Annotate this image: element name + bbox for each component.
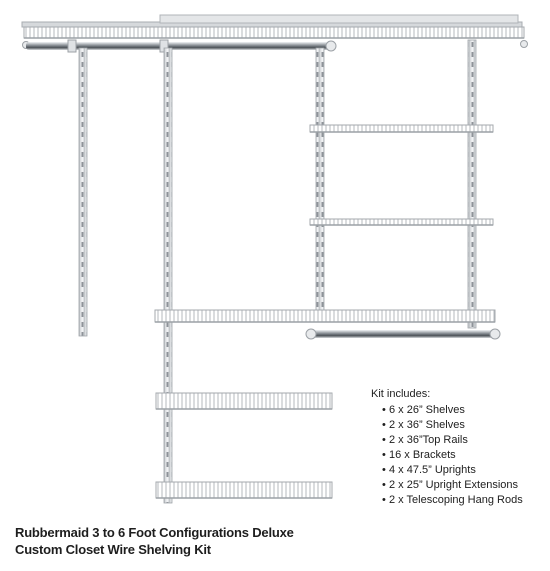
kit-item-top-rails: • 2 x 36”Top Rails xyxy=(382,433,547,448)
kit-item-uprights: • 4 x 47.5” Uprights xyxy=(382,463,547,478)
caption-line-1: Rubbermaid 3 to 6 Foot Configurations Deluxe xyxy=(15,525,294,540)
kit-item-hang-rods: • 2 x Telescoping Hang Rods xyxy=(382,493,547,508)
caption-line-2: Custom Closet Wire Shelving Kit xyxy=(15,542,211,557)
kit-includes-list xyxy=(371,387,547,508)
right-shelf-middle xyxy=(310,219,493,225)
top-rail xyxy=(22,15,522,27)
kit-item-36-shelves: • 2 x 36” Shelves xyxy=(382,418,547,433)
long-middle-shelf xyxy=(155,310,495,322)
kit-includes-heading: Kit includes: xyxy=(371,388,431,400)
lower-shelf-2 xyxy=(156,482,332,498)
kit-item-upright-extensions: • 2 x 25” Upright Extensions xyxy=(382,478,547,493)
kit-item-brackets: • 16 x Brackets xyxy=(382,448,547,463)
product-caption xyxy=(15,524,345,558)
lower-hang-rod xyxy=(306,329,500,339)
lower-shelf-1 xyxy=(156,393,332,409)
top-hang-rod xyxy=(26,40,336,52)
right-shelf-upper xyxy=(310,125,493,132)
kit-item-26-shelves: • 6 x 26” Shelves xyxy=(382,403,547,418)
